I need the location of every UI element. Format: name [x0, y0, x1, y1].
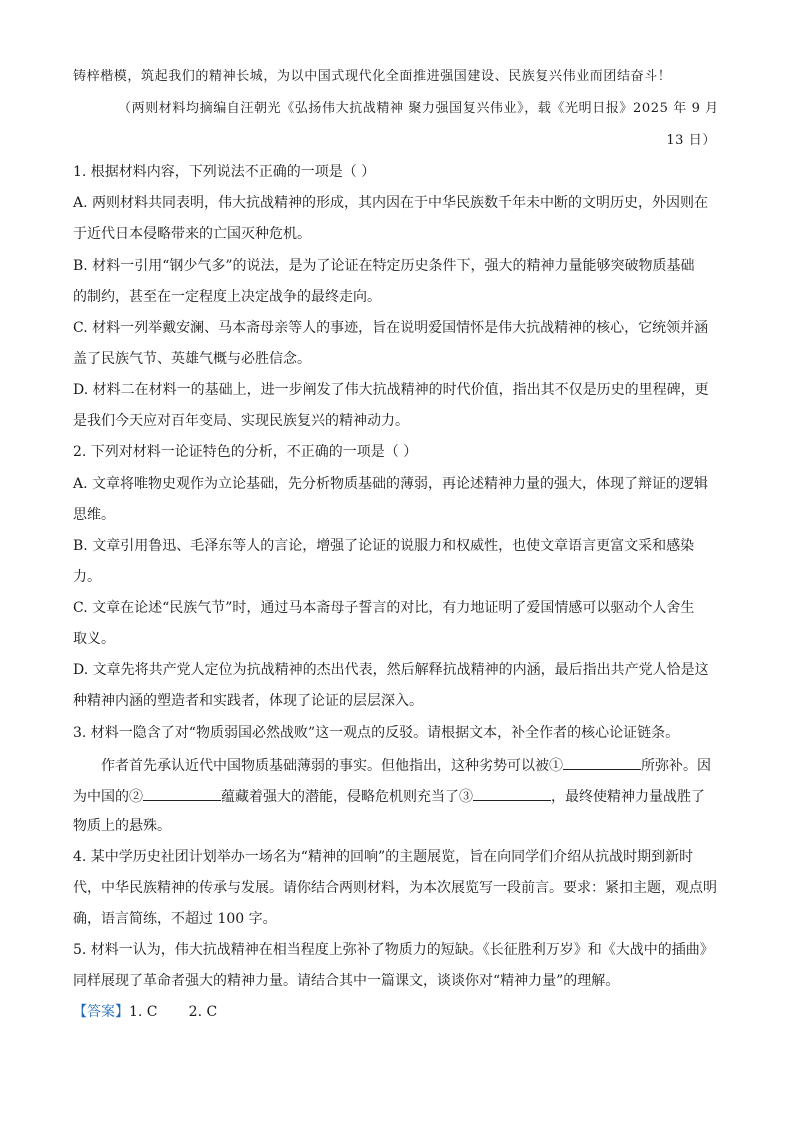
q4-line-2: 代，中华民族精神的传承与发展。请你结合两则材料，为本次展览写一段前言。要求：紧扣主题，观点明 [73, 880, 717, 896]
q3-stem: 3. 材料一隐含了对“物质弱国必然战败”这一观点的反驳。请根据文本，补全作者的核心论证链条。 [73, 725, 680, 741]
q1-stem: 1. 根据材料内容，下列说法不正确的一项是（ ） [73, 164, 376, 180]
q1-option-d-cont: 是我们今天应对百年变局、实现民族复兴的精神动力。 [73, 413, 409, 429]
q2-option-d-cont: 种精神内涵的塑造者和实践者，体现了论证的层层深入。 [73, 693, 423, 709]
q5-line-2: 同样展现了革命者强大的精神力量。请结合其中一篇课文，谈谈你对“精神力量”的理解。 [73, 973, 620, 989]
q1-option-a-cont: 于近代日本侵略带来的亡国灭种危机。 [73, 226, 311, 242]
q1-option-d: D. 材料二在材料一的基础上，进一步阐发了伟大抗战精神的时代价值，指出其不仅是历史的里程碑，更 [73, 382, 709, 398]
q3-blank-1[interactable] [563, 755, 641, 770]
q2-option-b-cont: 力。 [73, 569, 101, 585]
q3-text: 蕴藏着强大的潜能，侵略危机则充当了③ [221, 789, 473, 805]
q3-text: ，最终使精神力量战胜了 [551, 789, 705, 805]
closing-line: 铸梓楷模，筑起我们的精神长城，为以中国式现代化全面推进强国建设、民族复兴伟业而团结奋斗！ [73, 69, 672, 84]
source-line-end: 13 日） [666, 133, 716, 148]
q2-option-b: B. 文章引用鲁迅、毛泽东等人的言论，增强了论证的说服力和权威性，也使文章语言更富文采和感染 [73, 538, 695, 554]
q1-option-a: A. 两则材料共同表明，伟大抗战精神的形成，其内因在于中华民族数千年未中断的文明历史，外因则在 [73, 195, 709, 211]
q3-paragraph-line-1 [101, 755, 711, 775]
q2-option-a: A. 文章将唯物史观作为立论基础，先分析物质基础的薄弱，再论述精神力量的强大，体现了辩证的逻辑 [73, 476, 709, 492]
source-line: （两则材料均摘编自汪朝光《弘扬伟大抗战精神 聚力强国复兴伟业》，载《光明日报》2025 年 9 月 [118, 101, 719, 116]
answer-tag: 【答案】 [73, 1004, 129, 1020]
q1-option-b-cont: 的制约，甚至在一定程度上决定战争的最终走向。 [73, 289, 381, 305]
answer-line [73, 1003, 217, 1021]
q2-option-c: C. 文章在论述“民族气节”时，通过马本斋母子誓言的对比，有力地证明了爱国情感可以驱动个人舍生 [73, 600, 695, 616]
answer-text: 1. C 2. C [129, 1004, 218, 1020]
q1-option-b: B. 材料一引用“钢少气多”的说法，是为了论证在特定历史条件下，强大的精神力量能够突破物质基础 [73, 258, 695, 274]
q3-paragraph-line-3: 物质上的悬殊。 [73, 818, 171, 834]
q4-line-1: 4. 某中学历史社团计划举办一场名为“精神的回响”的主题展览，旨在向同学们介绍从抗战时期到新时 [73, 849, 694, 865]
q3-paragraph-line-2 [73, 786, 705, 806]
q3-blank-3[interactable] [473, 786, 551, 801]
q2-option-a-cont: 思维。 [73, 507, 115, 523]
q5-line-1: 5. 材料一认为，伟大抗战精神在相当程度上弥补了物质力的短缺。《长征胜利万岁》和《大战中的插曲》 [73, 942, 714, 958]
q2-option-c-cont: 取义。 [73, 631, 115, 647]
q4-line-3: 确，语言简练，不超过 100 字。 [73, 911, 277, 927]
q1-option-c: C. 材料一列举戴安澜、马本斋母亲等人的事迹，旨在说明爱国情怀是伟大抗战精神的核心，它统领并涵 [73, 320, 709, 336]
q2-stem: 2. 下列对材料一论证特色的分析，不正确的一项是（ ） [73, 444, 418, 460]
q1-option-c-cont: 盖了民族气节、英雄气概与必胜信念。 [73, 351, 311, 367]
q3-text: 作者首先承认近代中国物质基础薄弱的事实。但他指出，这种劣势可以被① [101, 758, 563, 774]
q3-text: 为中国的② [73, 789, 143, 805]
q3-blank-2[interactable] [143, 786, 221, 801]
q3-text: 所弥补。因 [641, 758, 711, 774]
q2-option-d: D. 文章先将共产党人定位为抗战精神的杰出代表，然后解释抗战精神的内涵，最后指出共产党人恰是这 [73, 662, 709, 678]
